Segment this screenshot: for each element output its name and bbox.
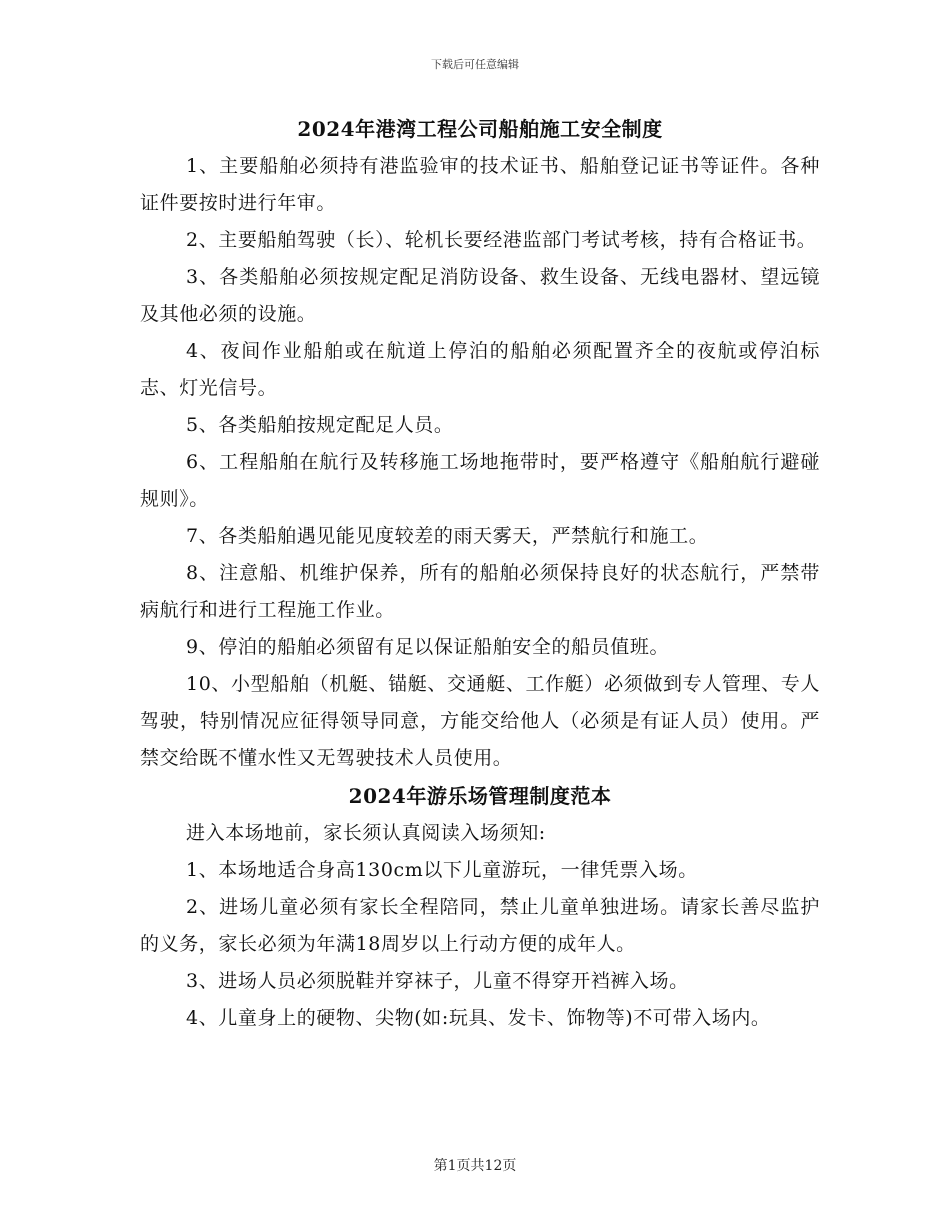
page-header: 下载后可任意编辑 — [431, 58, 519, 71]
section2-paragraph-1: 1、本场地适合身高130cm以下儿童游玩，一律凭票入场。 — [186, 859, 698, 881]
page-footer: 第1页共12页 — [433, 1158, 517, 1174]
section1-paragraph-8: 8、注意船、机维护保养，所有的船舶必须保持良好的状态航行，严禁带病航行和进行工程施工作业。 — [140, 562, 820, 621]
section1-paragraph-6: 6、工程船舶在航行及转移施工场地拖带时，要严格遵守《船舶航行避碰规则》。 — [140, 451, 820, 510]
section1-paragraph-10: 10、小型船舶（机艇、锚艇、交通艇、工作艇）必须做到专人管理、专人驾驶，特别情况应征得领导同意，方能交给他人（必须是有证人员）使用。严禁交给既不懂水性又无驾驶技术人员使用。 — [140, 673, 820, 769]
section2-paragraph-3: 3、进场人员必须脱鞋并穿袜子，儿童不得穿开裆裤入场。 — [186, 970, 689, 992]
section2-paragraph-2: 2、进场儿童必须有家长全程陪同，禁止儿童单独进场。请家长善尽监护的义务，家长必须为年满18周岁以上行动方便的成年人。 — [140, 896, 820, 955]
section1-paragraph-9: 9、停泊的船舶必须留有足以保证船舶安全的船员值班。 — [186, 636, 670, 658]
section1-title: 2024年港湾工程公司船舶施工安全制度 — [297, 117, 663, 141]
section2-paragraph-intro: 进入本场地前，家长须认真阅读入场须知: — [186, 822, 546, 844]
section2-paragraph-4: 4、儿童身上的硬物、尖物(如:玩具、发卡、饰物等)不可带入场内。 — [186, 1007, 771, 1029]
section1-paragraph-1: 1、主要船舶必须持有港监验审的技术证书、船舶登记证书等证件。各种证件要按时进行年审。 — [140, 155, 820, 214]
section1-paragraph-3: 3、各类船舶必须按规定配足消防设备、救生设备、无线电器材、望远镜及其他必须的设施。 — [140, 266, 820, 325]
section1-paragraph-4: 4、夜间作业船舶或在航道上停泊的船舶必须配置齐全的夜航或停泊标志、灯光信号。 — [140, 340, 820, 399]
section1-paragraph-7: 7、各类船舶遇见能见度较差的雨天雾天，严禁航行和施工。 — [186, 525, 709, 547]
document-body — [140, 110, 820, 1037]
section2-title: 2024年游乐场管理制度范本 — [348, 784, 612, 808]
section1-paragraph-2: 2、主要船舶驾驶（长）、轮机长要经港监部门考试考核，持有合格证书。 — [186, 229, 817, 251]
section1-paragraph-5: 5、各类船舶按规定配足人员。 — [186, 414, 454, 436]
